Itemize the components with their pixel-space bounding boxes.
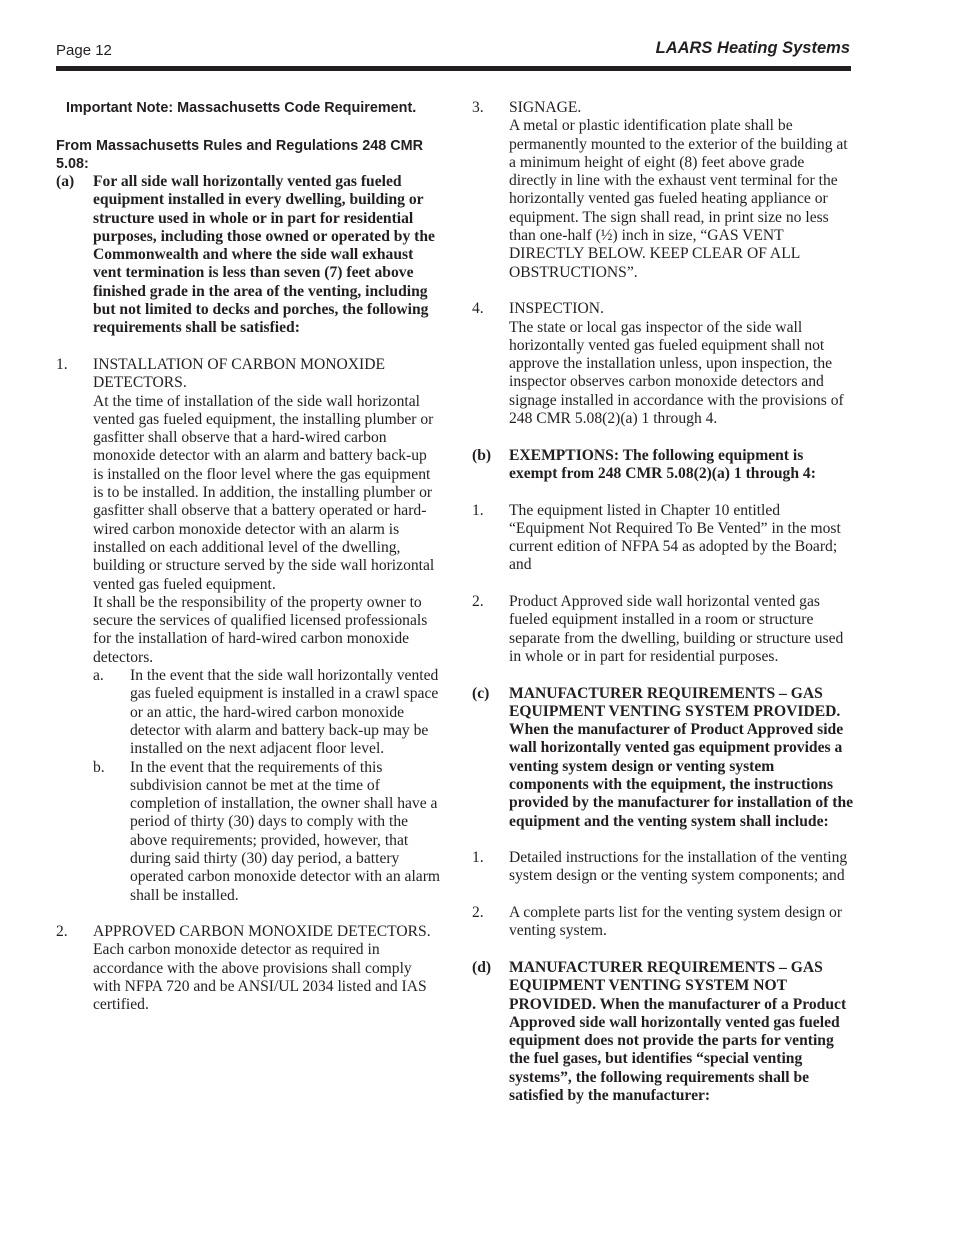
item-3-number: 3. bbox=[472, 99, 484, 116]
requirement-c-2-number: 2. bbox=[472, 904, 484, 922]
item-2 bbox=[56, 923, 441, 1014]
sub-item-a-label: a. bbox=[93, 667, 104, 685]
exemption-1-number: 1. bbox=[472, 501, 484, 519]
section-b bbox=[472, 447, 854, 484]
section-b-text: EXEMPTIONS: The following equipment is exempt from 248 CMR 5.08(2)(a) 1 through 4: bbox=[509, 446, 816, 482]
item-4-paragraph: The state or local gas inspector of the side wall horizontally vented gas fueled equipment shall not approve the installation unless, upon inspection, the inspector observes carbon monoxide detectors and signage installed in accordance with the provisions of 248 CMR 5.08(2)(a) 1 through 4. bbox=[509, 318, 844, 428]
important-note: Important Note: Massachusetts Code Requirement. bbox=[66, 100, 417, 116]
item-1-title: INSTALLATION OF CARBON MONOXIDE DETECTORS. bbox=[93, 355, 385, 392]
item-1-paragraph-1: At the time of installation of the side wall horizontal vented gas fueled equipment, the installing plumber or gasfitter shall observe that a hard-wired carbon monoxide detector with an alarm and battery back-up is installed on the floor level where the gas equipment is to be installed. In addition, the installing plumber or gasfitter shall observe that a battery operated or hard-wired carbon monoxide detector with an alarm is installed on each additional level of the dwelling, building or structure served by the side wall horizontal vented gas fueled equipment. bbox=[93, 392, 435, 593]
sub-item-b-text: In the event that the requirements of this subdivision cannot be met at the time of completion of installation, the owner shall have a period of thirty (30) days to comply with the above requirements; provided, however, that during said thirty (30) day period, a battery operated carbon monoxide detector with an alarm shall be installed. bbox=[130, 758, 441, 904]
item-3-title: SIGNAGE. bbox=[509, 99, 582, 116]
sub-item-a bbox=[93, 667, 441, 758]
item-4 bbox=[472, 300, 854, 428]
item-1 bbox=[56, 356, 441, 667]
section-c bbox=[472, 685, 854, 831]
requirement-c-1-number: 1. bbox=[472, 849, 484, 867]
requirement-c-2 bbox=[472, 904, 854, 941]
section-c-label: (c) bbox=[472, 684, 490, 702]
item-2-paragraph: Each carbon monoxide detector as required in accordance with the above provisions shall comply with NFPA 720 and be ANSI/UL 2034 listed and IAS certified. bbox=[93, 941, 427, 1014]
section-d-label: (d) bbox=[472, 958, 492, 976]
item-4-title: INSPECTION. bbox=[509, 300, 604, 318]
brand-title: LAARS Heating Systems bbox=[655, 39, 850, 57]
page-number: Page 12 bbox=[56, 42, 112, 59]
item-1-paragraph-2: It shall be the responsibility of the property owner to secure the services of qualified licensed professionals for the installation of hard-wired carbon monoxide detectors. bbox=[93, 593, 428, 666]
item-4-number: 4. bbox=[472, 300, 484, 318]
section-b-label: (b) bbox=[472, 446, 492, 464]
section-d bbox=[472, 959, 854, 1105]
section-c-text: MANUFACTURER REQUIREMENTS – GAS EQUIPMENT VENTING SYSTEM PROVIDED. When the manufacturer of Product Approved side wall horizontally vented gas equipment provides a venting system design or venting system components with the equipment, the instructions provided by the manufacturer for installation of the equipment and the venting system shall include: bbox=[509, 684, 854, 830]
exemption-1-text: The equipment listed in Chapter 10 entitled “Equipment Not Required To Be Vented” in the most current edition of NFPA 54 as adopted by the Board; and bbox=[509, 501, 841, 574]
requirement-c-2-text: A complete parts list for the venting system design or venting system. bbox=[509, 904, 843, 940]
section-a-text: For all side wall horizontally vented gas fueled equipment installed in every dwelling, building or structure used in whole or in part for residential purposes, including those owned or operated by the Commonwealth and where the side wall exhaust vent termination is less than seven (7) feet above finished grade in the area of the venting, including but not limited to decks and porches, the following requirements shall be satisfied: bbox=[93, 173, 435, 337]
sub-item-b bbox=[93, 759, 441, 905]
requirement-c-1 bbox=[472, 849, 854, 886]
item-2-number: 2. bbox=[56, 923, 68, 941]
exemption-2-text: Product Approved side wall horizontal vented gas fueled equipment installed in a room or structure separate from the dwelling, building or structure used in whole or in part for residential purposes. bbox=[509, 593, 844, 665]
section-a bbox=[56, 173, 441, 338]
section-d-text: MANUFACTURER REQUIREMENTS – GAS EQUIPMENT VENTING SYSTEM NOT PROVIDED. When the manufacturer of a Product Approved side wall horizontally vented gas fueled equipment does not provide the parts for venting the fuel gases, but identifies “special venting systems”, the following requirements shall be satisfied by the manufacturer: bbox=[509, 958, 847, 1105]
exemption-2-number: 2. bbox=[472, 593, 484, 611]
item-3 bbox=[472, 99, 854, 282]
item-3-paragraph: A metal or plastic identification plate shall be permanently mounted to the exterior of the building at a minimum height of eight (8) feet above grade directly in line with the exhaust vent terminal for the horizontally vented gas fueled heating appliance or equipment. The sign shall read, in print size no less than one-half (½) inch in size, “GAS VENT DIRECTLY BELOW. KEEP CLEAR OF ALL OBSTRUCTIONS”. bbox=[509, 117, 848, 281]
item-1-number: 1. bbox=[56, 355, 68, 373]
sub-item-a-text: In the event that the side wall horizontally vented gas fueled equipment is installed in a crawl space or an attic, the hard-wired carbon monoxide detector with alarm and battery back-up may be installed on the next adjacent floor level. bbox=[130, 667, 439, 758]
left-column bbox=[56, 99, 441, 1015]
regulation-source: From Massachusetts Rules and Regulations 248 CMR 5.08: bbox=[56, 138, 424, 172]
section-a-label: (a) bbox=[56, 173, 75, 190]
exemption-2 bbox=[472, 593, 854, 666]
sub-item-b-label: b. bbox=[93, 758, 105, 776]
exemption-1 bbox=[472, 502, 854, 575]
requirement-c-1-text: Detailed instructions for the installation of the venting system design or the venting system components; and bbox=[509, 849, 848, 885]
header-rule bbox=[56, 66, 851, 71]
item-2-title: APPROVED CARBON MONOXIDE DETECTORS. bbox=[93, 923, 431, 941]
right-column bbox=[472, 99, 854, 1105]
